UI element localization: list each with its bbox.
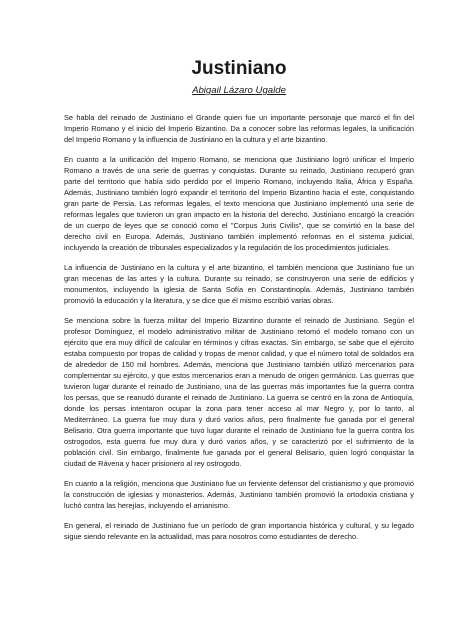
document-page: [64, 58, 414, 551]
paragraph-culture: La influencia de Justiniano en la cultura y el arte bizantino, el también menciona que Justiniano fue un gran mecenas de las artes y la cultura. Durante su reinado, se construyeron una serie de edificios y monumentos, incluyendo la iglesia de Santa Sofía en Constantinopla. Además, Justiniano también promovió la educación y la literatura, y se dice que él mismo escribió varias obras.: [64, 263, 414, 305]
paragraph-unification: En cuanto a la unificación del Imperio Romano, se menciona que Justiniano logró unificar el Imperio Romano a través de una serie de guerras y conquistas. Durante su reinado, Justiniano recuperó gran parte del territorio que había sido perdido por el Imperio Romano, incluyendo Italia, África y España. Además, Justiniano también logró expandir el territorio del Imperio Bizantino hacia el este, conquistando gran parte de Persia. Las reformas legales, el texto menciona que Justiniano implementó una serie de reformas legales que tuvieron un gran impacto en la historia del derecho. Justiniano encargó la creación de un cuerpo de leyes que se conoció como el "Corpus Juris Civilis", que se convirtió en la base del derecho civil en Europa. Además, Justiniano también implementó reformas en el sistema judicial, incluyendo la creación de tribunales especializados y la regulación de los procedimientos judiciales.: [64, 155, 414, 252]
paragraph-religion: En cuanto a la religión, menciona que Justiniano fue un ferviente defensor del cristianismo y que promovió la construcción de iglesias y monasterios. Además, Justiniano también promovió la ortodoxia cristiana y luchó contra las herejías, incluyendo el arrianismo.: [64, 479, 414, 510]
document-title: Justiniano: [191, 58, 287, 79]
paragraph-intro: Se habla del reinado de Justiniano el Grande quien fue un importante personaje que marcó el fin del Imperio Romano y el inicio del Imperio Bizantino. Da a conocer sobre las reformas legales, la unificación del Imperio Romano y la influencia de Justiniano en la cultura y el arte bizantino.: [64, 113, 414, 144]
author-name: Abigail Lázaro Ugalde: [192, 85, 286, 96]
paragraph-military: Se menciona sobre la fuerza militar del Imperio Bizantino durante el reinado de Justiniano. Según el profesor Domínguez, el modelo administrativo militar de Justiniano retomó el modelo romano con un ejército que era muy difícil de calcular en términos y cifras exactas. Sin embargo, se sabe que el ejército estaba compuesto por tropas de calidad y tropas de menor calidad, y que el número total de soldados era de alrededor de 150 mil hombres. Además, menciona que Justiniano también utilizó mercenarios para complementar su ejército, y que estos mercenarios eran a menudo de origen germánico. Las guerras que tuvieron lugar durante el reinado de Justiniano, una de las guerras más importantes fue la guerra contra los persas, que se reanudó durante el reinado de Justiniano. La guerra se centró en la zona de Antioquía, donde los persas intentaron ocupar la zona para tener acceso al mar Negro y, por lo tanto, al Mediterráneo. La guerra fue muy dura y duró varios años, pero finalmente fue ganada por el general Belisario. Otra guerra importante que tuvo lugar durante el reinado de Justiniano fue la guerra contra los ostrogodos, esta guerra fue muy dura y duró varios años, y se caracterizó por el sufrimiento de la población civil. Sin embargo, finalmente fue ganada por el general Belisario, quien logró conquistar la ciudad de Rávena y hacer prisionero al rey ostrogodo.: [64, 316, 414, 468]
paragraph-conclusion: En general, el reinado de Justiniano fue un período de gran importancia histórica y cultural, y su legado sigue siendo relevante en la actualidad, mas para nosotros como estudiantes de derecho.: [64, 521, 414, 541]
